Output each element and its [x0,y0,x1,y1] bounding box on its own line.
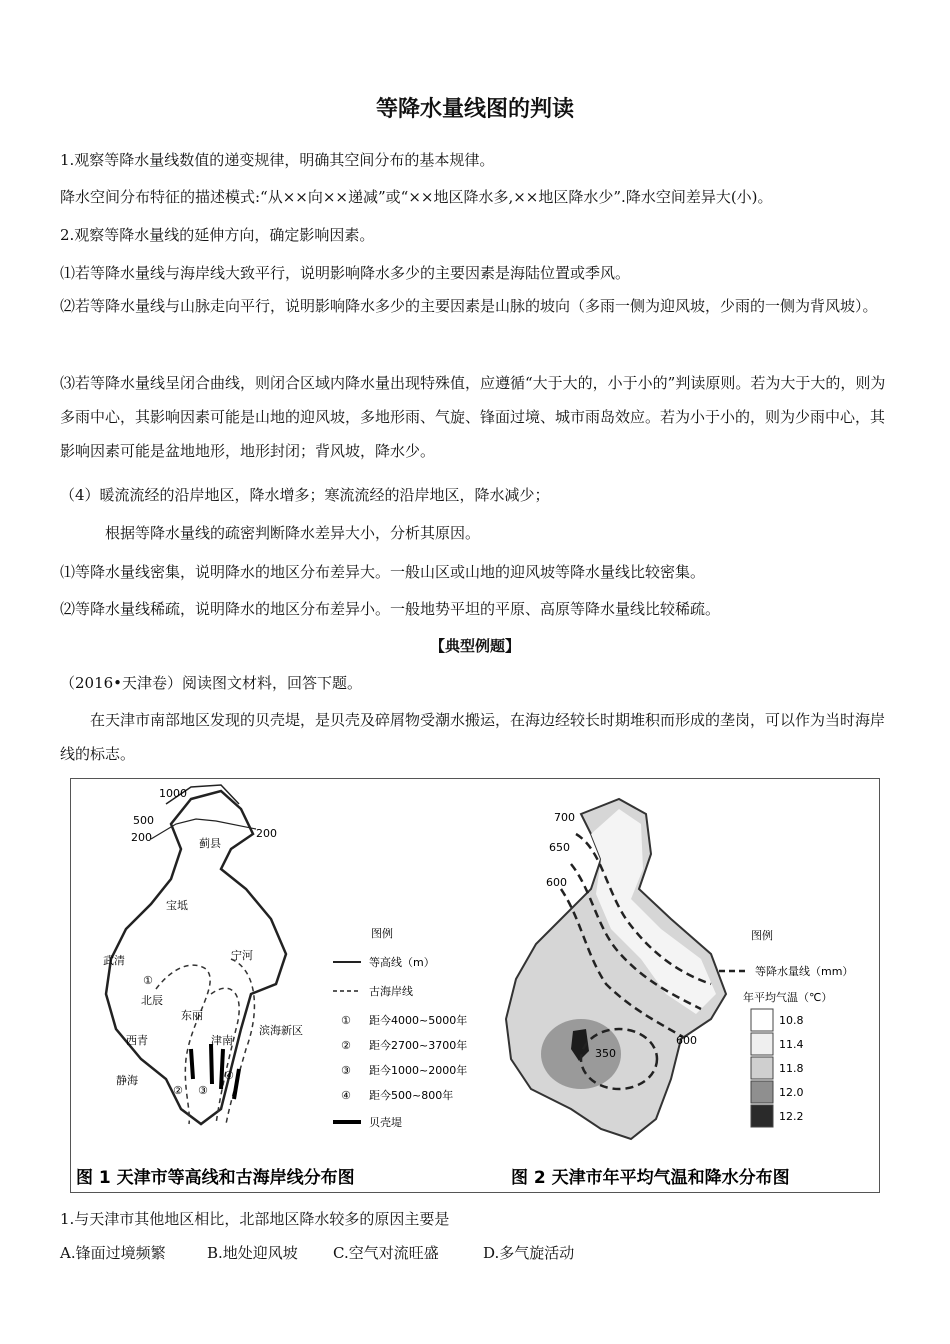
place-jixian: 蓟县 [199,837,221,850]
legend2-title: 图例 [751,929,773,942]
isohyet-label-600-east: 600 [676,1034,697,1047]
circle-label-4: ④ [224,1069,234,1082]
figure1-caption: 图 1 天津市等高线和古海岸线分布图 [76,1168,355,1188]
example-text: 在天津市南部地区发现的贝壳堤，是贝壳及碎屑物受潮水搬运，在海边经较长时期堆积而形成的垄岗，可以作为当时海岸线的标志。 [60,711,886,763]
question: 1.与天津市其他地区相比，北部地区降水较多的原因主要是 [60,1210,450,1228]
legend1-coastline: 古海岸线 [369,985,413,998]
place-dongli: 东丽 [181,1009,203,1022]
circle-label-1: ① [143,974,153,987]
place-xiqing: 西青 [126,1034,148,1047]
paragraph-1: 1.观察等降水量线数值的递变规律，明确其空间分布的基本规律。 [60,151,495,169]
temp-swatch [751,1033,773,1055]
place-baodi: 宝坻 [166,899,188,912]
place-wuqing: 武清 [103,954,125,967]
legend1-circle-3: ③ [341,1064,351,1077]
temp-level-label: 12.2 [779,1110,804,1123]
temp-level-label: 10.8 [779,1014,804,1027]
place-jinghai: 静海 [116,1074,138,1087]
paragraph-7: （4）暖流流经的沿岸地区，降水增多；寒流流经的沿岸地区，降水减少； [60,486,550,504]
temp-swatch [751,1105,773,1127]
contour-label-200-east: 200 [256,827,277,840]
paragraph-2: 降水空间分布特征的描述模式:“从××向××递减”或“××地区降水多,××地区降水少”.降水空间差异大(小)。 [60,188,773,206]
temp-swatch [751,1057,773,1079]
section-heading: 【典型例题】 [429,637,520,655]
place-jinnan: 津南 [211,1034,233,1047]
figure1-map [103,785,303,1124]
legend2-temperature: 年平均气温（℃） [743,991,833,1004]
legend1-circle-1: ① [341,1014,351,1027]
option-c[interactable]: C.空气对流旺盛 [333,1244,439,1262]
paragraph-10: ⑵等降水量线稀疏，说明降水的地区分布差异小。一般地势平坦的平原、高原等降水量线比较稀疏。 [60,600,721,618]
temp-swatch [751,1081,773,1103]
temp-swatch [751,1009,773,1031]
place-binhai: 滨海新区 [259,1024,303,1037]
place-beichen: 北辰 [141,994,163,1007]
legend1-contour: 等高线（m） [369,956,435,969]
circle-label-3: ③ [198,1084,208,1097]
figure2-map [506,799,726,1139]
legend1-period-2: 距今2700~3700年 [369,1039,468,1052]
paragraph-4: ⑴若等降水量线与海岸线大致平行，说明影响降水多少的主要因素是海陆位置或季风。 [60,264,631,282]
option-d[interactable]: D.多气旋活动 [483,1244,575,1262]
figure2-legend [719,928,853,1127]
isohyet-label-600-north: 600 [546,876,567,889]
legend1-circle-4: ④ [341,1089,351,1102]
contour-label-200-west: 200 [131,831,152,844]
option-a[interactable]: A.锋面过境频繁 [60,1244,166,1262]
paragraph-5: ⑵若等降水量线与山脉走向平行，说明影响降水多少的主要因素是山脉的坡向（多雨一侧为迎风坡，少雨的一侧为背风坡）。 [60,297,878,315]
figure2-caption: 图 2 天津市年平均气温和降水分布图 [511,1168,790,1188]
page-title: 等降水量线图的判读 [375,97,574,122]
temp-level-label: 11.4 [779,1038,804,1051]
contour-label-500: 500 [133,814,154,827]
paragraph-8: 根据等降水量线的疏密判断降水差异大小，分析其原因。 [105,524,481,542]
legend1-circle-2: ② [341,1039,351,1052]
paragraph-6: ⑶若等降水量线呈闭合曲线，则闭合区域内降水量出现特殊值，应遵循“大于大的，小于小的”判读原则。若为大于大的，则为多雨中心，其影响因素可能是山地的迎风坡，多地形雨、气旋、锋面过境、城市雨岛效应。若为小于小的，则为少雨中心，其影响因素可能是盆地地形，地形封闭；背风坡，降水少。 [60,374,886,460]
legend1-shell-ridge: 贝壳堤 [369,1116,402,1129]
isohyet-label-650: 650 [549,841,570,854]
legend1-period-4: 距今500~800年 [369,1089,454,1102]
legend1-period-3: 距今1000~2000年 [369,1064,468,1077]
circle-label-2: ② [173,1084,183,1097]
legend1-title: 图例 [371,927,393,940]
legend2-isohyet: 等降水量线（mm） [755,965,854,978]
isohyet-label-350: 350 [595,1047,616,1060]
option-b[interactable]: B.地处迎风坡 [207,1244,298,1262]
temp-level-label: 12.0 [779,1086,804,1099]
figure-maps [70,778,880,1193]
isohyet-label-700: 700 [554,811,575,824]
legend1-period-1: 距今4000~5000年 [369,1014,468,1027]
paragraph-3: 2.观察等降水量线的延伸方向，确定影响因素。 [60,226,375,244]
example-source: （2016•天津卷）阅读图文材料，回答下题。 [60,674,363,692]
temp-level-label: 11.8 [779,1062,804,1075]
contour-label-1000: 1000 [159,787,187,800]
place-ninghe: 宁河 [231,949,253,962]
paragraph-9: ⑴等降水量线密集，说明降水的地区分布差异大。一般山区或山地的迎风坡等降水量线比较密集。 [60,563,706,581]
figure1-legend [333,926,467,1129]
